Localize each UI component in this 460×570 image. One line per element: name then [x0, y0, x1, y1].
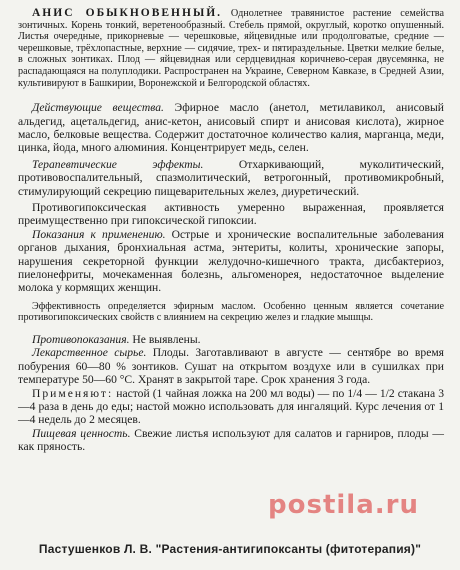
section-therapeutic-effects: [18, 158, 444, 198]
section-food-value: [18, 427, 444, 454]
section-active-substances: [18, 101, 444, 155]
section-efficacy-note: [18, 301, 444, 324]
section-text: Свежие листья используют для салатов и гарниров, плоды — как пряность.: [18, 426, 444, 454]
source-citation: Пастушенков Л. В. "Растения-антигипоксанты (фитотерапия)": [38, 542, 422, 556]
section-label: Применяют:: [32, 386, 114, 400]
plant-title: АНИС ОБЫКНОВЕННЫЙ.: [32, 7, 223, 19]
watermark-logo: [268, 482, 419, 522]
section-raw-material: [18, 346, 444, 386]
section-text: Острые и хронические воспалительные заболевания органов дыхания, бронхиальная астма, энтериты, колиты, хронические запоры, нарушения секреторной функции желудочно-кишечного тракта, дисбактериоз, пиелонефриты, мочекаменная болезнь, альгоменорея, недостаточное выделение молока у кормящих женщин.: [18, 227, 444, 295]
section-label: Действующие вещества.: [32, 101, 164, 115]
plant-description-text: Однолетнее травянистое растение семейства зонтичных. Корень тонкий, веретенообразный. Стебель прямой, округлый, коротко опушенный. Листья очередные, прикорневые — черешковые, яйцевидные или продолговатые, средние — черешковые, трёхлопастные, верхние — сидячие, трех- и пятираздельные. Цветки мелкие белые, в сложных зонтиках. Плод — яйцевидная или сердцевидная коричнево-серая двусемянка, не распадающаяся на полуплодики. Распространен на Украине, Северном Кавказе, в Средней Азии, культивируют в Башкирии, Воронежской и Белгородской областях.: [18, 8, 445, 89]
plant-description: [18, 8, 444, 89]
section-label: Противопоказания.: [32, 333, 130, 347]
section-text: Противогипоксическая активность умеренно выраженная, проявляется преимущественно при гипоксической гипоксии.: [18, 201, 444, 228]
watermark-text: postila.ru: [268, 490, 419, 520]
section-antihypoxic: [18, 201, 444, 228]
section-text: Плоды. Заготавливают в августе — сентябре во время побурения 60—80 % зонтиков. Сушат на открытом воздухе или в сушилках при температуре 50—60 °С. Хранят в закрытой таре. Срок хранения 3 года.: [18, 346, 445, 387]
section-label: Показания к применению.: [32, 227, 166, 241]
section-label: Терапевтические эффекты.: [32, 157, 204, 171]
section-usage: [18, 387, 444, 427]
section-text: Эфирное масло (анетол, метилавикол, анисовый альдегид, ацетальдегид, анис-кетон, анисовый спирт и анисовая кислота), жирное масло, белковые вещества. Содержит достаточное количество калия, марганца, меди, цинка, йода, много алюминия. Концентрирует медь, селен.: [18, 101, 444, 155]
section-label: Пищевая ценность.: [32, 426, 131, 440]
section-indications: [18, 228, 444, 295]
article-body: [18, 8, 444, 454]
section-text: настой (1 чайная ложка на 200 мл воды) — по 1/4 — 1/2 стакана 3—4 раза в день до еды; настой можно использовать для ингаляций. Курс лечения от 1—4 недель до 2 месяцев.: [18, 386, 444, 427]
section-label: Лекарственное сырье.: [32, 346, 147, 360]
section-text: Эффективность определяется эфирным маслом. Особенно ценным является сочетание противогипоксических свойств с влиянием на секрецию желез и гладкие мышцы.: [18, 300, 444, 324]
section-text: Отхаркивающий, муколитический, противовоспалительный, спазмолитический, ветрогонный, противомикробный, стимулирующий секрецию пищеварительных желез, диуретический.: [18, 157, 445, 198]
section-text: Не выявлены.: [132, 333, 201, 347]
section-contraindications: [18, 333, 444, 346]
